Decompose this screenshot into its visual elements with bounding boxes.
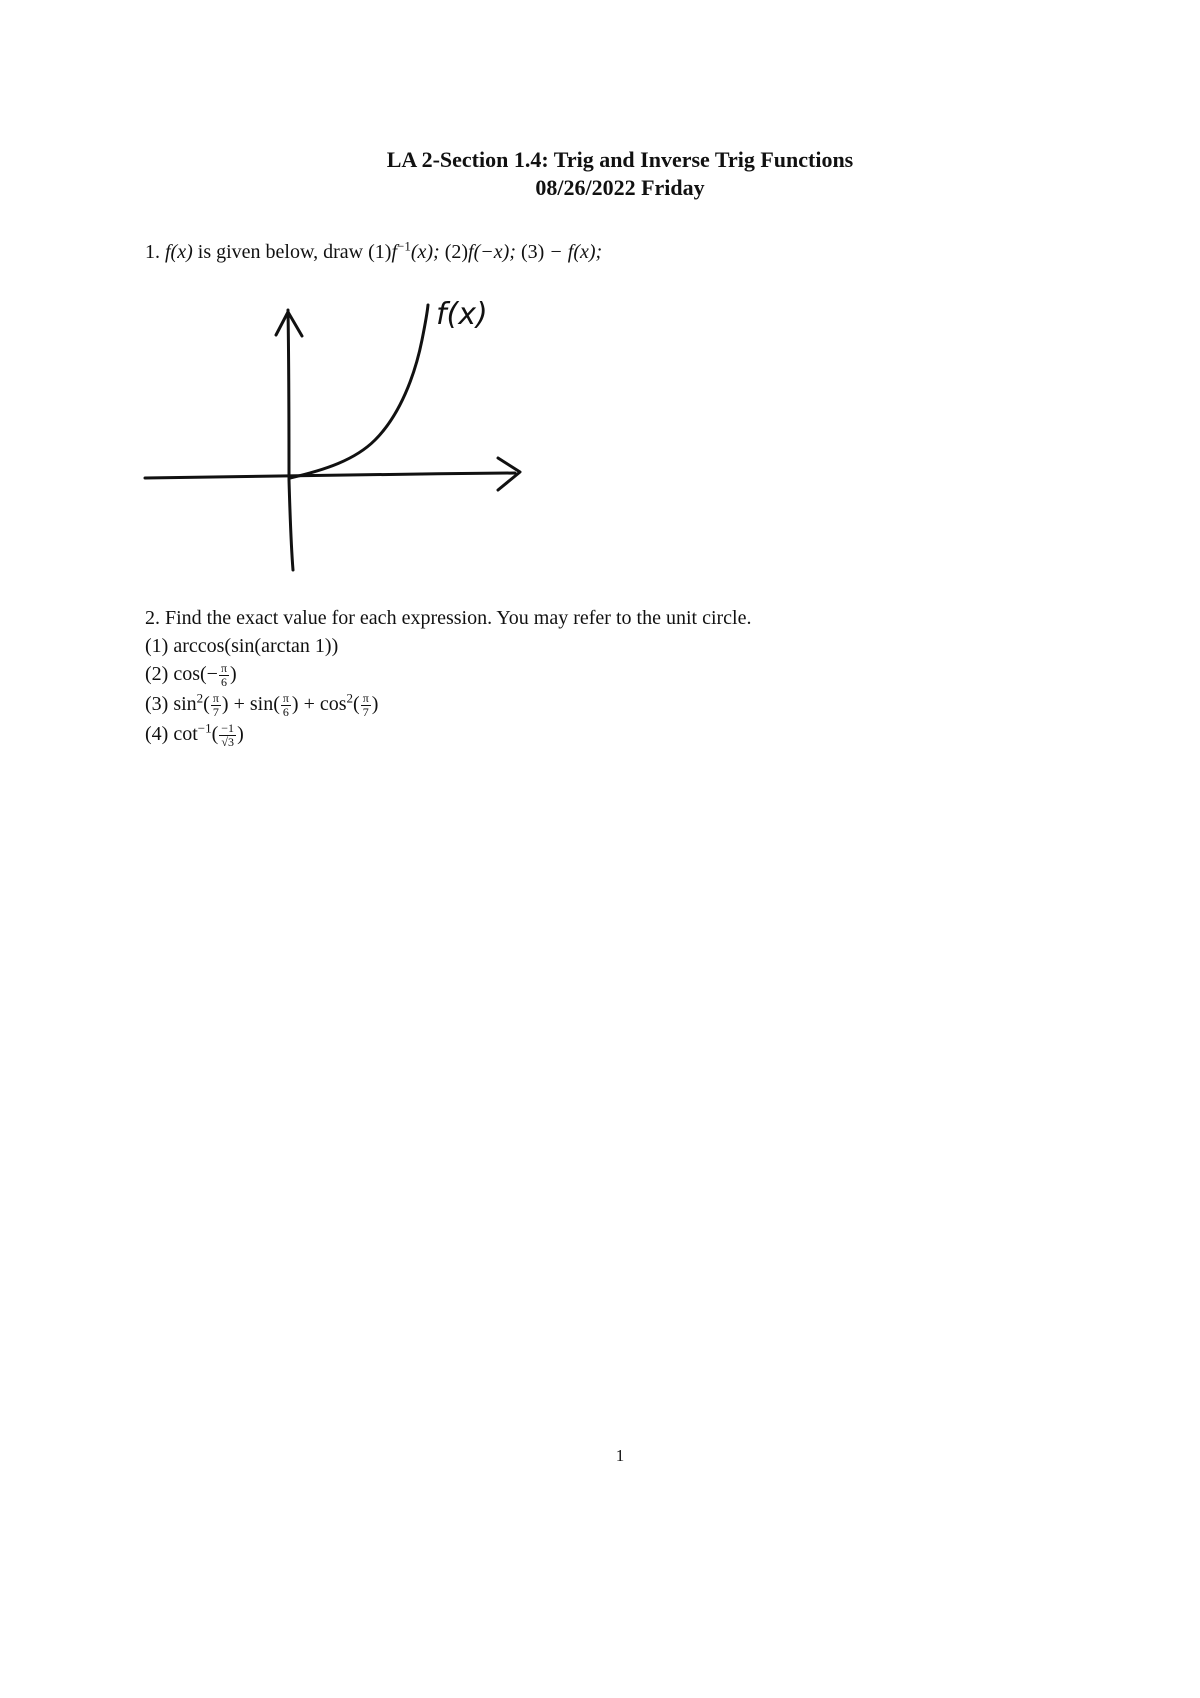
- problem-1-part-3-expr: − f(x);: [549, 241, 603, 263]
- problem-1-part-1-arg: (x);: [410, 241, 440, 263]
- y-axis: [288, 310, 293, 570]
- problem-2-item-3: (3) $\sin^2$( $\frac{\pi}{7}$ ) + sin( $\frac{\pi}{6}$ ) + $\cos^2$( $\frac{\pi}{7}$ ): [145, 690, 379, 719]
- problem-1-part-2-expr: f(−x);: [468, 241, 516, 263]
- item-3-c-sup: 2: [346, 690, 354, 706]
- problem-1-part-2-label: (2): [444, 241, 469, 263]
- problem-2-item-1: [145, 632, 338, 660]
- item-4-fraction: [219, 722, 236, 749]
- function-curve: [290, 305, 428, 478]
- item-3-a-num: π: [212, 690, 219, 705]
- item-2-suffix: ): [230, 663, 237, 685]
- curve-label: f(x): [436, 297, 488, 332]
- problem-2-item-4: (4) $\cot^{-1}$( $\frac{-1}{√3}$ ): [145, 720, 244, 749]
- item-1-expr: arccos(sin(arctan 1)): [173, 635, 339, 657]
- item-4-label: (4): [145, 723, 169, 745]
- item-4-num: −1: [221, 720, 235, 735]
- item-2-den: 6: [220, 674, 227, 689]
- item-2-num: π: [220, 660, 227, 675]
- item-1-label: (1): [145, 635, 169, 657]
- problem-1-part-1-sup: −1: [397, 238, 411, 254]
- item-3-b-den: 6: [282, 704, 289, 719]
- item-4-sup: −1: [197, 720, 212, 736]
- x-axis: [145, 473, 515, 478]
- problem-1-part-1-label: (1): [368, 241, 392, 263]
- problem-1-number: 1.: [145, 241, 160, 263]
- item-3-c-fraction: [361, 692, 371, 719]
- item-3-b-fraction: [281, 692, 291, 719]
- page-number: 1: [615, 1446, 625, 1465]
- item-2-fraction: [219, 662, 229, 689]
- item-3-label: (3): [145, 693, 169, 715]
- problem-1-fx: f(x): [165, 241, 193, 263]
- problem-1-part-1-expr: f: [391, 241, 397, 263]
- problem-2-item-2: [145, 660, 237, 689]
- problem-1-statement: [145, 238, 602, 266]
- item-3-c-num: π: [362, 690, 369, 705]
- item-3-a-sup: 2: [196, 690, 204, 706]
- page-title: LA 2-Section 1.4: Trig and Inverse Trig Functions: [386, 147, 854, 172]
- item-3-a-den: 7: [212, 704, 219, 719]
- item-3-b-num: π: [282, 690, 289, 705]
- problem-1-text: is given below, draw: [197, 241, 364, 263]
- item-2-label: (2): [145, 663, 169, 685]
- page-date: 08/26/2022 Friday: [535, 175, 705, 200]
- item-3-c-den: 7: [362, 704, 369, 719]
- problem-2-intro: 2. Find the exact value for each expression. You may refer to the unit circle.: [145, 607, 752, 629]
- item-4-prefix: cot: [173, 723, 198, 745]
- item-3-c: + cos: [303, 693, 347, 715]
- item-3-a: sin: [173, 693, 197, 715]
- problem-1-part-3-label: (3): [520, 241, 545, 263]
- item-3-a-fraction: [211, 692, 221, 719]
- item-2-prefix: cos(−: [173, 663, 218, 685]
- function-sketch: [130, 290, 530, 580]
- item-4-den: √3: [221, 734, 234, 749]
- item-3-b: + sin(: [233, 693, 280, 715]
